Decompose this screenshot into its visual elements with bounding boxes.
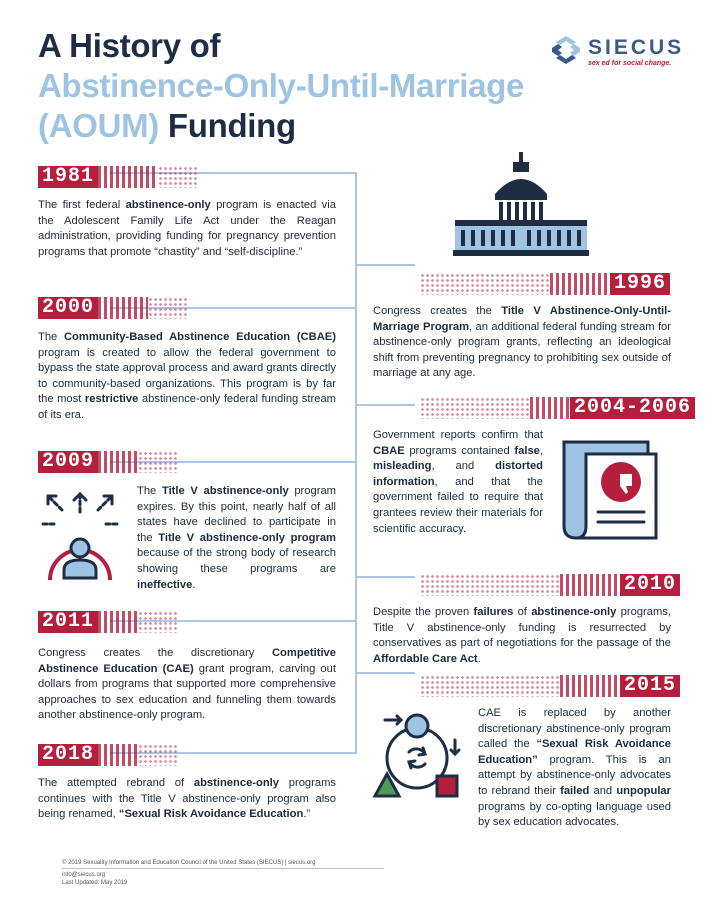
year-bar-2000 [38,297,188,319]
event-text-2009: The Title V abstinence-only program expires. By this point, nearly half of all states have declined to participate in the Title V abstinence-only program because of the strong body of research showing these programs are ineffective. [137,485,336,591]
year-bar-1981 [38,166,198,188]
connector-2015 [355,672,415,674]
year-bar-stripes [560,574,620,596]
connector-2004 [355,404,415,406]
footer-copyright: © 2019 Sexuality Information and Education Council of the United States (SIECUS) | siecus.org [62,860,316,866]
year-bar-stripes [98,297,148,319]
footer-last-updated: Last Updated: May 2019 [62,880,128,886]
year-bar-stripes [98,744,138,766]
year-bar-dots [148,297,188,319]
year-label: 2015 [620,675,680,697]
year-bar-dots [420,273,550,295]
year-label: 2010 [620,574,680,596]
title-rest: Funding [167,107,296,144]
year-label: 2018 [38,744,98,766]
year-bar-2018 [38,744,178,766]
year-bar-stripes [530,397,570,419]
page-title-line-1: A History of [38,27,221,64]
year-bar-stripes [98,451,138,473]
year-bar-dots [138,744,178,766]
page-title-line-2: Abstinence-Only-Until-Marriage [38,67,525,104]
siecus-logo-wordmark: SIECUS [588,36,685,59]
year-bar-dots [420,574,560,596]
year-bar-stripes [98,166,158,188]
event-text-2011: Congress creates the discretionary Competitive Abstinence Education (CAE) grant program, carving out dollars from programs that supported more comprehensive approaches to sex education and funneling them towards another abstinence-only program. [38,647,336,722]
rebrand-cycle-icon [367,712,467,804]
year-label: 2004-2006 [570,397,695,419]
capitol-building-icon [453,150,589,258]
year-bar-dots [138,451,178,473]
year-bar-2004-2006 [420,397,695,419]
year-bar-dots [420,675,560,697]
footer-email: info@siecus.org [62,872,106,878]
year-bar-2015 [420,675,680,697]
event-text-1996: Congress creates the Title V Abstinence-Only-Until-Marriage Program, an additional federal funding stream for abstinence-only program grants, reflecting an ideological shift from preventing pregnancy to prohibiting sex outside of marriage at any age. [373,305,672,380]
year-label: 2000 [38,297,98,319]
year-label: 2009 [38,451,98,473]
connector-2010 [355,576,415,578]
page-title-line-3 [38,106,296,146]
report-thumbs-down-icon [556,434,666,550]
year-label: 2011 [38,611,98,633]
event-text-1981: The first federal abstinence-only program is enacted via the Adolescent Family Life Act under the Reagan administration, providing funding for pregnancy prevention programs that promote “chastity” and “self-discipline.” [38,199,336,258]
year-bar-stripes [560,675,620,697]
event-text-2000: The Community-Based Abstinence Education (CBAE) program is created to allow the federal government to bypass the state approval process and award grants directly to community-based organizations. This program is by far the most restrictive abstinence-only federal funding stream of its era. [38,331,336,421]
connector-1996 [355,264,415,266]
footer-divider [62,868,384,869]
year-bar-2009 [38,451,178,473]
year-label: 1981 [38,166,98,188]
year-bar-2010 [420,574,680,596]
year-bar-1996 [420,273,670,295]
year-bar-stripes [550,273,610,295]
title-highlight: (AOUM) [38,107,159,144]
year-bar-dots [138,611,178,633]
year-bar-dots [420,397,530,419]
event-text-2018: The attempted rebrand of abstinence-only programs continues with the Title V abstinence-only program also being renamed, “Sexual Risk Avoidance Education.” [38,777,336,821]
year-bar-stripes [98,611,138,633]
event-text-2004-2006: Government reports confirm that CBAE programs contained false, misleading, and distorted information, and that the government failed to require that grantees review their materials for scientific accuracy. [373,429,543,535]
siecus-logo-icon [548,32,584,68]
event-text-2015: CAE is replaced by another discretionary abstinence-only program called the “Sexual Risk Avoidance Education” program. This is an attempt by abstinence-only advocates to rebrand their failed and unpopular programs by co-opting language used by sex education advocates. [478,707,671,829]
person-leaving-icon [40,490,120,582]
year-label: 1996 [610,273,670,295]
event-text-2010: Despite the proven failures of abstinence-only programs, Title V abstinence-only funding is resurrected by conservatives as part of negotiations for the passage of the Affordable Care Act. [373,606,671,665]
year-bar-2011 [38,611,178,633]
siecus-logo-tagline: sex ed for social change. [588,60,672,67]
year-bar-dots [158,166,198,188]
